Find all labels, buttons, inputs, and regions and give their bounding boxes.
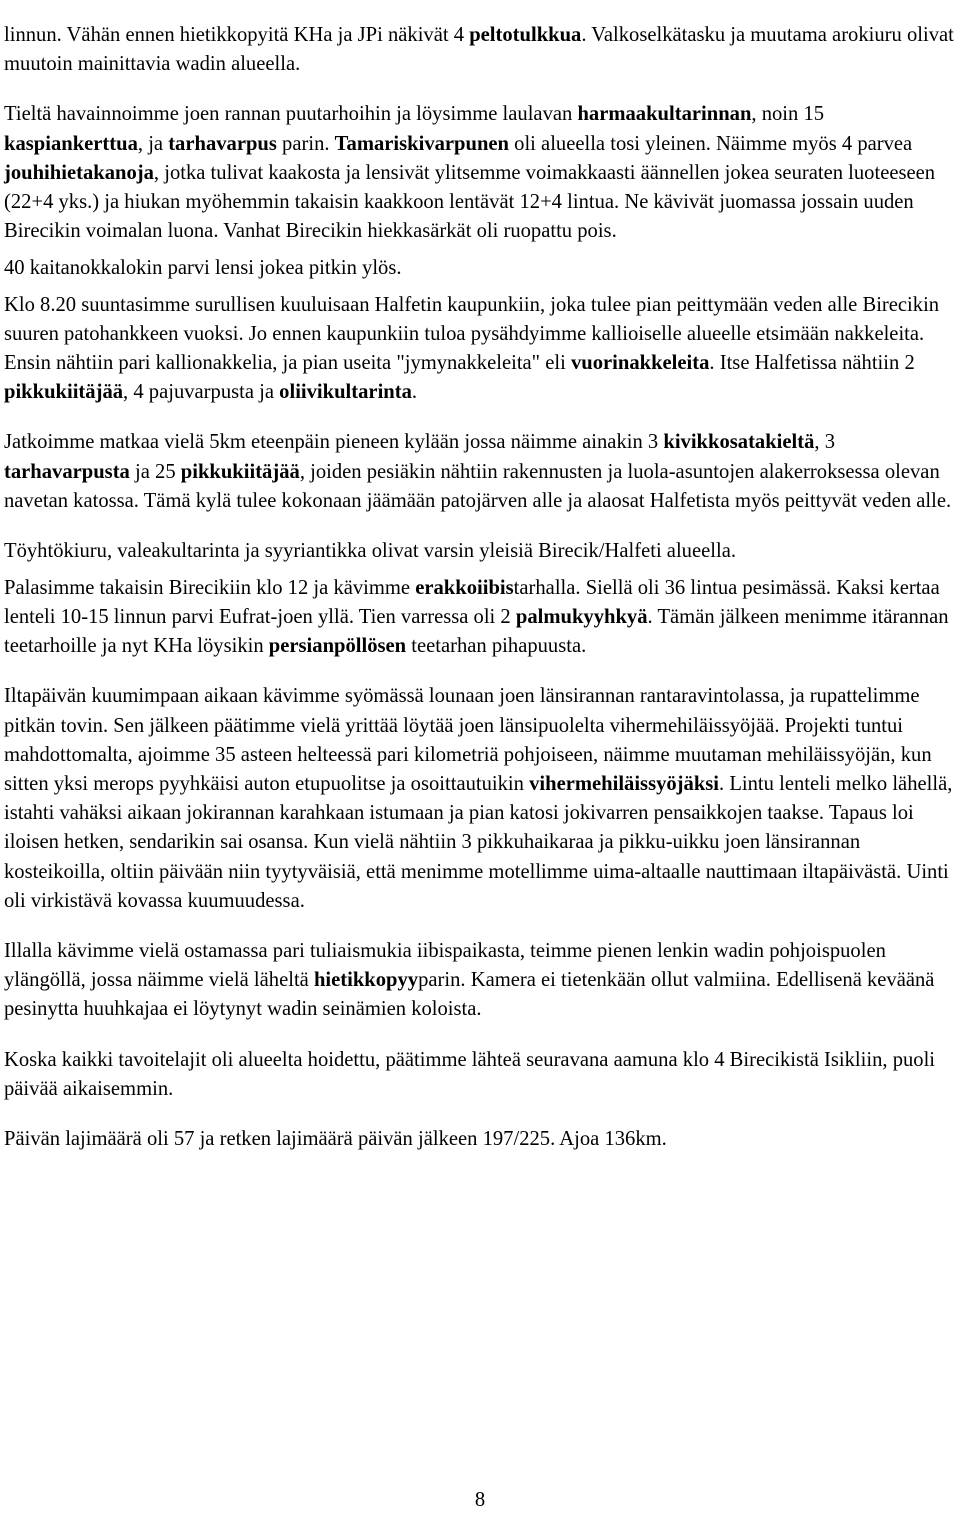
text-run: Koska kaikki tavoitelajit oli alueelta hoidettu, päätimme lähteä seuravana aamuna klo 4 Birecikistä Isikliin, puoli päivää aikaisemmin. <box>4 1048 936 1100</box>
paragraph-2 <box>4 100 954 246</box>
text-run: , ja <box>137 132 169 155</box>
paragraph-9 <box>4 937 954 1025</box>
text-run: , 3 <box>814 431 836 454</box>
paragraph-10 <box>4 1046 954 1104</box>
text-run: Iltapäivän kuumimpaan aikaan kävimme syömässä lounaan joen länsirannan rantaravintolassa, ja rupattelimme pitkän tovin. Sen jälkeen päätimme vielä yrittää löytää joen länsipuolelta vihermehiläissyöjää. Projekti tuntui mahdottomalta, ajoimme 35 asteen helteessä pari kilometriä pohjoiseen, näimme muutaman mehiläissyöjän, kun sitten yksi merops pyyhkäisi auton etupuolitse ja osoittautuikin <box>4 685 932 795</box>
text-run: . Tämän jälkeen menimme itärannan teetarhoille ja nyt KHa löysikin <box>4 605 949 658</box>
text-run: parin. <box>276 132 335 155</box>
species-name: vuorinakkeleita <box>570 352 710 375</box>
paragraph-8 <box>4 682 954 916</box>
text-run: . Itse Halfetissa nähtiin 2 <box>709 352 915 375</box>
paragraph-11 <box>4 1125 954 1154</box>
species-name: hietikkopyy <box>313 969 419 992</box>
species-name: jouhihietakanoja <box>4 161 154 184</box>
paragraph-4 <box>4 291 954 408</box>
text-run: . <box>411 381 418 404</box>
paragraph-3 <box>4 254 954 283</box>
text-run: , 4 pajuvarpusta ja <box>123 381 280 404</box>
paragraph-6 <box>4 537 954 566</box>
species-name: kaspiankerttua <box>4 132 138 155</box>
text-run: Päivän lajimäärä oli 57 ja retken lajimäärä päivän jälkeen 197/225. Ajoa 136km. <box>4 1128 667 1150</box>
species-name: vihermehiläissyöjäksi <box>529 772 720 795</box>
text-run: Töyhtökiuru, valeakultarinta ja syyriantikka olivat varsin yleisiä Birecik/Halfeti alueella. <box>4 540 736 563</box>
species-name: palmukyyhkyä <box>515 605 648 628</box>
species-name: oliivikultarinta <box>279 381 412 404</box>
text-run: , joiden pesiäkin nähtiin rakennusten ja luola-asuntojen alakerroksessa olevan navetan katossa. Tämä kylä tulee kokonaan jäämään patojärven alle ja alaosat Halfetista myös peittyvät veden alle. <box>4 460 952 512</box>
text-run: Illalla kävimme vielä ostamassa pari tuliaismukia iibispaikasta, teimme pienen lenkin wadin pohjoispuolen ylängöllä, jossa näimme vielä läheltä <box>4 939 886 992</box>
text-run: , jotka tulivat kaakosta ja lensivät ylitsemme voimakkaasti äännellen jokea seuraten luoteeseen (22+4 yks.) ja hiukan myöhemmin takaisin kaakkoon lentävät 12+4 lintua. Ne kävivät juomassa jossain uuden Birecikin voimalan luona. Vanhat Birecikin hiekkasärkät oli ruopattu pois. <box>4 161 936 243</box>
text-run: , noin 15 <box>751 103 825 126</box>
species-name: peltotulkkua <box>469 24 582 46</box>
species-name: pikkukiitäjää <box>4 381 124 404</box>
species-name: tarhavarpusta <box>4 460 130 483</box>
text-run: . Valkoselkätasku ja muutama arokiuru olivat muutoin mainittavia wadin alueella. <box>4 24 954 76</box>
species-name: harmaakultarinnan <box>577 103 752 126</box>
text-run: Jatkoimme matkaa vielä 5km eteenpäin pieneen kylään jossa näimme ainakin 3 <box>4 431 664 454</box>
paragraph-7 <box>4 574 954 662</box>
text-run: Palasimme takaisin Birecikiin klo 12 ja kävimme <box>4 576 416 599</box>
text-run: . Lintu lenteli melko lähellä, istahti vahäksi aikaan jokirannan karahkaan istumaan ja pian katosi jokivarren pensaikkojen taakse. Tapaus loi iloisen hetken, sendarikin sai osansa. Kun vielä nähtiin 3 pikkuhaikaraa ja pikku-uikku joen länsirannan kosteikoilla, oltiin päivään niin tyytyväisiä, että menimme motellimme uima-altaalle nauttimaan iltapäivästä. Uinti oli virkistävä kovassa kuumuudessa. <box>4 772 953 912</box>
species-name: erakkoiibis <box>415 576 514 599</box>
text-run: teetarhan pihapuusta. <box>406 635 587 658</box>
text-run: oli alueella tosi yleinen. Näimme myös 4 parvea <box>509 132 913 155</box>
paragraph-5 <box>4 428 954 516</box>
species-name: Tamariskivarpunen <box>334 132 510 155</box>
document-page <box>4 0 954 1154</box>
text-run: tarhalla. Siellä oli 36 lintua pesimässä. Kaksi kertaa lenteli 10-15 linnun parvi Eufrat-joen yllä. Tien varressa oli 2 <box>4 576 940 628</box>
document-body <box>4 21 954 1154</box>
species-name: kivikkosatakieltä <box>663 431 815 454</box>
text-run: 40 kaitanokkalokin parvi lensi jokea pitkin ylös. <box>4 256 402 279</box>
species-name: pikkukiitäjää <box>180 460 300 483</box>
text-run: ja 25 <box>129 460 181 483</box>
page-number: 8 <box>474 1489 486 1511</box>
species-name: tarhavarpus <box>168 132 277 155</box>
species-name: persianpöllösen <box>268 635 407 658</box>
text-run: parin. Kamera ei tietenkään ollut valmiina. Edellisenä keväänä pesinytta huuhkajaa ei löytynyt wadin seinämien koloista. <box>4 969 935 1021</box>
text-run: linnun. Vähän ennen hietikkopyitä KHa ja JPi näkivät 4 <box>4 24 470 46</box>
paragraph-1 <box>4 21 954 79</box>
text-run: Tieltä havainnoimme joen rannan puutarhoihin ja löysimme laulavan <box>4 103 578 126</box>
text-run: Klo 8.20 suuntasimme surullisen kuuluisaan Halfetin kaupunkiin, joka tulee pian peittymään veden alle Birecikin suuren patohankkeen vuoksi. Jo ennen kaupunkiin tuloa pysähdyimme kallioiselle alueelle etsimään nakkeleita. Ensin nähtiin pari kallionakkelia, ja pian useita "jymynakkeleita" eli <box>4 293 940 375</box>
